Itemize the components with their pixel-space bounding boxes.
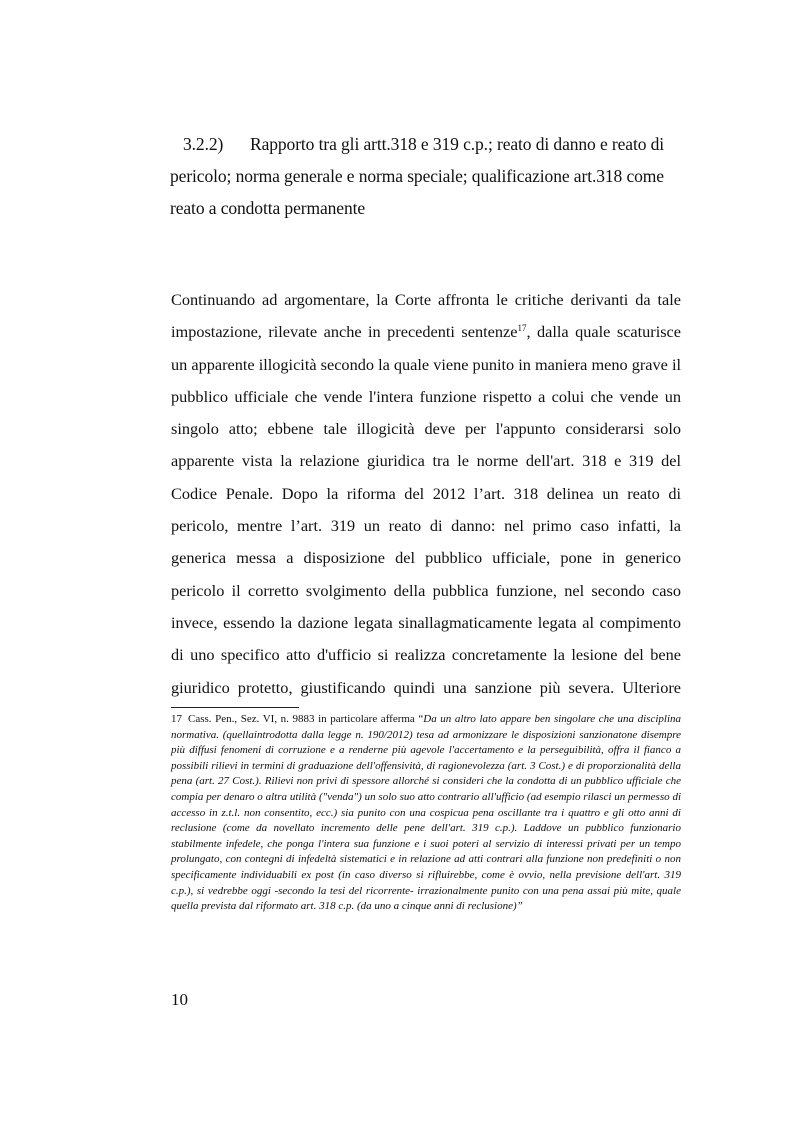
footnote-reference[interactable]: 17 xyxy=(517,323,527,334)
page-number: 10 xyxy=(171,990,188,1009)
footnote-closing-quote: ” xyxy=(516,900,523,913)
footnote-separator xyxy=(171,707,299,708)
footnote xyxy=(171,712,681,915)
footnote-number: 17 xyxy=(171,713,182,725)
section-number: 3.2.2) xyxy=(183,134,224,154)
footnote-quote: Da un altro lato appare ben singolare che una disciplina normativa. (quellaintrodotta dalla legge n. 190/2012) tesa ad armonizzare le disposizioni sanzionatone disempre più diffusi fenomeni di corruzione e a renderne più agevole l'accertamento e la perseguibilità, offra il fianco a possibili rilievi in termini di graduazione dell'offensività, di ragionevolezza (art. 3 Cost.) e di proporzionalità della pena (art. 27 Cost.). Rilievi non privi di spessore allorché si consideri che la condotta di un pubblico ufficiale che compia per denaro o altra utilità ("venda") un solo suo atto contrario all'ufficio (ad esempio rilasci un permesso di accesso in z.t.l. non consentito, ecc.) sia punito con una cospicua pena oscillante tra i quattro e gli otto anni di reclusione (come da novellato incremento delle pene dell'art. 319 c.p.). Laddove un pubblico funzionario stabilmente infedele, che ponga l'intera sua funzione e i suoi poteri al servizio di interessi privati per un tempo prolungato, con contegni di infedeltà sistematici e in relazione ad atti contrari alla funzione non predefiniti o non specificamente individuabili ex post (in caso diverso si rifluirebbe, come è ovvio, nella previsione dell'art. 319 c.p.), si vedrebbe oggi -secondo la tesi del ricorrente- irrazionalmente punito con una pena assai più mite, quale quella prevista dal riformato art. 318 c.p. (da uno a cinque anni di reclusione) xyxy=(171,713,682,913)
section-title: Rapporto tra gli artt.318 e 319 c.p.; reato di danno e reato di pericolo; norma generale e norma speciale; qualificazione art.318 come reato a condotta permanente xyxy=(170,134,665,218)
body-paragraph xyxy=(171,284,681,697)
body-text-before-ref: Continuando ad argomentare, la Corte affronta le critiche derivanti da tale impostazione, rilevate anche in precedenti sentenze xyxy=(171,290,681,342)
body-text-after-ref: , dalla quale scaturisce un apparente illogicità secondo la quale viene punito in maniera meno grave il pubblico ufficiale che vende l'intera funzione rispetto a colui che vende un singolo atto; ebbene tale illogicità deve per l'appunto considerarsi solo apparente vista la relazione giuridica tra le norme dell'art. 318 e 319 del Codice Penale. Dopo la riforma del 2012 l’art. 318 delinea un reato di pericolo, mentre l’art. 319 un reato di danno: nel primo caso infatti, la generica messa a disposizione del pubblico ufficiale, pone in generico pericolo il corretto svolgimento della pubblica funzione, nel secondo caso invece, essendo la dazione legata sinallagmaticamente legata al compimento di uno specifico atto d'ufficio si realizza concretamente la lesione del bene giuridico protetto, giustificando quindi una sanzione più severa. Ulteriore xyxy=(171,322,681,697)
footnote-source: Cass. Pen., Sez. VI, n. 9883 in particolare afferma “ xyxy=(188,713,424,725)
section-heading xyxy=(170,128,690,224)
